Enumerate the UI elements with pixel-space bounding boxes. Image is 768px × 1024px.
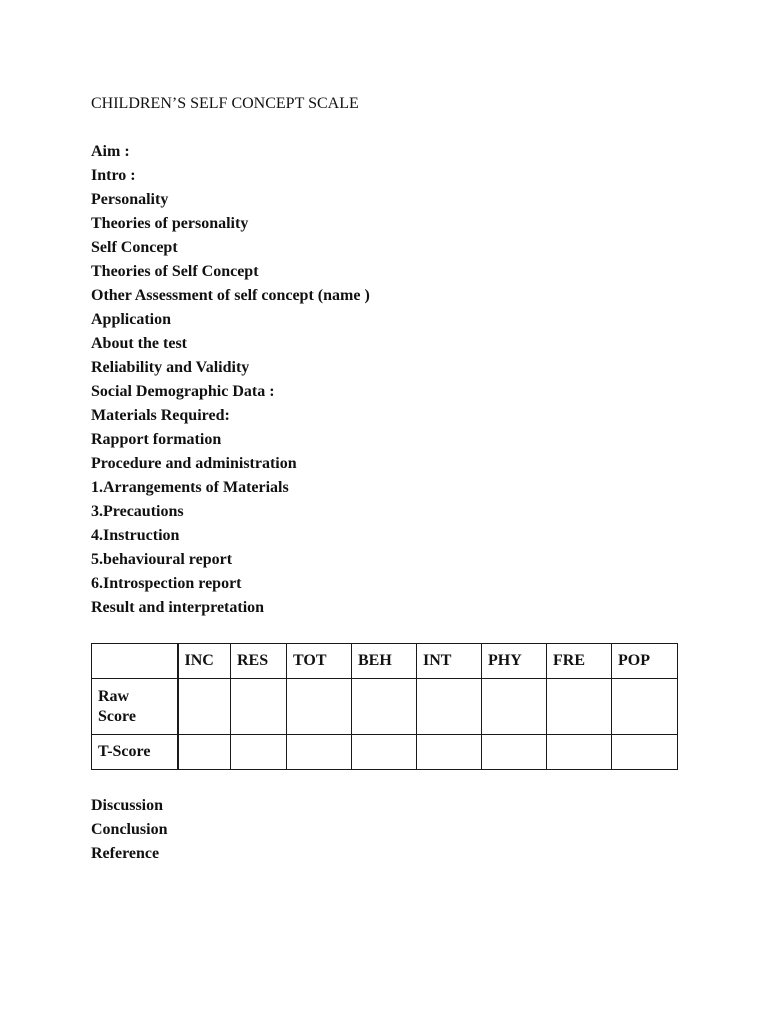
outline-item: Personality (91, 191, 169, 208)
table-cell (417, 735, 482, 770)
outline-item: 1.Arrangements of Materials (91, 479, 289, 496)
table-corner-cell (92, 644, 178, 679)
table-cell (231, 735, 287, 770)
table-row (92, 735, 678, 770)
column-header: RES (231, 644, 287, 679)
table-cell (547, 679, 612, 735)
outline-item: Intro : (91, 167, 136, 184)
table-cell (482, 735, 547, 770)
document-title: CHILDREN’S SELF CONCEPT SCALE (91, 95, 359, 112)
table-cell (352, 679, 417, 735)
table-cell (417, 679, 482, 735)
row-label-raw-score: Raw Score (92, 679, 178, 735)
outline-item: Theories of personality (91, 215, 249, 232)
table-cell (231, 679, 287, 735)
score-table (91, 643, 678, 770)
column-header: FRE (547, 644, 612, 679)
table-cell (612, 679, 678, 735)
outline-item: 4.Instruction (91, 527, 180, 544)
table-cell (352, 735, 417, 770)
column-header: POP (612, 644, 678, 679)
outline-item: 6.Introspection report (91, 575, 242, 592)
closing-sections (91, 794, 167, 866)
outline-item: About the test (91, 335, 187, 352)
closing-item: Reference (91, 845, 160, 862)
closing-item: Conclusion (91, 821, 168, 838)
column-header: INT (417, 644, 482, 679)
table-cell (612, 735, 678, 770)
outline-item: Other Assessment of self concept (name ) (91, 287, 370, 304)
outline-item: Reliability and Validity (91, 359, 250, 376)
column-header: BEH (352, 644, 417, 679)
outline-item: Aim : (91, 143, 130, 160)
outline-item: Self Concept (91, 239, 178, 256)
table-cell (287, 679, 352, 735)
outline-item: Procedure and administration (91, 455, 297, 472)
table-cell (482, 679, 547, 735)
table-cell (178, 679, 231, 735)
outline-item: Theories of Self Concept (91, 263, 259, 280)
table-cell (287, 735, 352, 770)
column-header: TOT (287, 644, 352, 679)
outline-item: Materials Required: (91, 407, 230, 424)
table-cell (178, 735, 231, 770)
outline-item: 5.behavioural report (91, 551, 233, 568)
outline-item: Social Demographic Data : (91, 383, 275, 400)
closing-item: Discussion (91, 797, 164, 814)
section-outline (91, 140, 370, 620)
column-header: PHY (482, 644, 547, 679)
table-row (92, 679, 678, 735)
outline-item: Rapport formation (91, 431, 222, 448)
outline-item: Application (91, 311, 172, 328)
outline-item: 3.Precautions (91, 503, 184, 520)
table-header-row (92, 644, 678, 679)
row-label-t-score: T-Score (92, 735, 178, 770)
outline-item: Result and interpretation (91, 599, 265, 616)
table-cell (547, 735, 612, 770)
column-header: INC (178, 644, 231, 679)
